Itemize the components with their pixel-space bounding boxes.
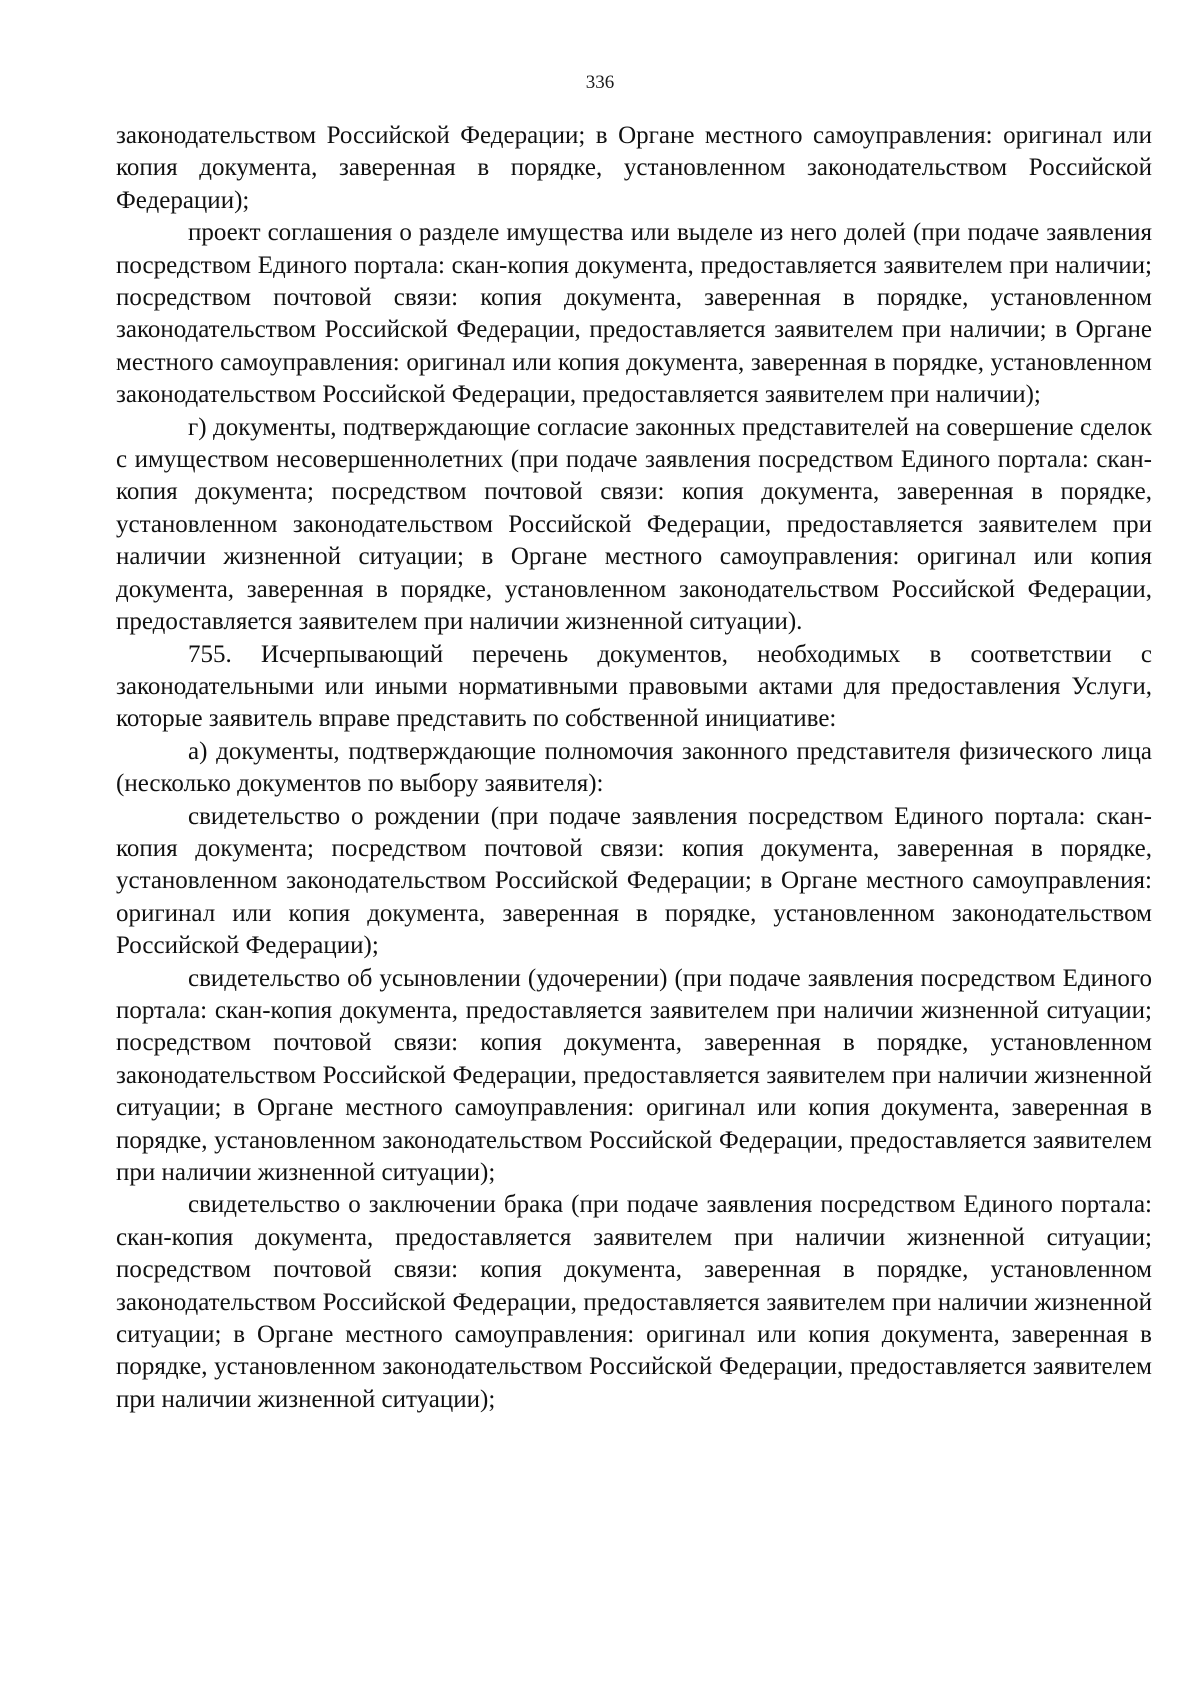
paragraph-adoption-certificate: свидетельство об усыновлении (удочерении) (при подаче заявления посредством Единого портала: скан-копия документа, предоставляется заявителем при наличии жизненной ситуации; посредством почтовой связи: копия документа, заверенная в порядке, установленном законодательством Российской Федерации, предоставляется заявителем при наличии жизненной ситуации; в Органе местного самоуправления: оригинал или копия документа, заверенная в порядке, установленном законодательством Российской Федерации, предоставляется заявителем при наличии жизненной ситуации); [116,964,1152,1186]
paragraph-marriage-certificate: свидетельство о заключении брака (при подаче заявления посредством Единого портала: скан-копия документа, предоставляется заявителем при наличии жизненной ситуации; посредством почтовой связи: копия документа, заверенная в порядке, установленном законодательством Российской Федерации, предоставляется заявителем при наличии жизненной ситуации; в Органе местного самоуправления: оригинал или копия документа, заверенная в порядке, установленном законодательством Российской Федерации, предоставляется заявителем при наличии жизненной ситуации); [116,1191,1152,1413]
paragraph-agreement-draft: проект соглашения о разделе имущества или выделе из него долей (при подаче заявления посредством Единого портала: скан-копия документа, предоставляется заявителем при наличии; посредством почтовой связи: копия документа, заверенная в порядке, установленном законодательством Российской Федерации, предоставляется заявителем при наличии; в Органе местного самоуправления: оригинал или копия документа, заверенная в порядке, установленном законодательством Российской Федерации, предоставляется заявителем при наличии); [116,219,1152,409]
paragraph-755-document-list: 755. Исчерпывающий перечень документов, необходимых в соответствии с законодательными или иными нормативными правовыми актами для предоставления Услуги, которые заявитель вправе представить по собственной инициативе: [116,640,1152,733]
paragraph-birth-certificate: свидетельство о рождении (при подаче заявления посредством Единого портала: скан-копия документа; посредством почтовой связи: копия документа, заверенная в порядке, установленном законодательством Российской Федерации; в Органе местного самоуправления: оригинал или копия документа, заверенная в порядке, установленном законодательством Российской Федерации); [116,802,1152,960]
document-body [116,120,1152,1416]
paragraph-continuation: законодательством Российской Федерации; в Органе местного самоуправления: оригинал или копия документа, заверенная в порядке, установленном законодательством Российской Федерации); [116,122,1152,214]
paragraph-item-g-consent: г) документы, подтверждающие согласие законных представителей на совершение сделок с имуществом несовершеннолетних (при подаче заявления посредством Единого портала: скан-копия документа; посредством почтовой связи: копия документа, заверенная в порядке, установленном законодательством Российской Федерации, предоставляется заявителем при наличии жизненной ситуации; в Органе местного самоуправления: оригинал или копия документа, заверенная в порядке, установленном законодательством Российской Федерации, предоставляется заявителем при наличии жизненной ситуации). [116,413,1152,636]
paragraph-item-a-authority: а) документы, подтверждающие полномочия законного представителя физического лица (несколько документов по выбору заявителя): [116,737,1152,798]
page-number: 336 [585,72,615,93]
